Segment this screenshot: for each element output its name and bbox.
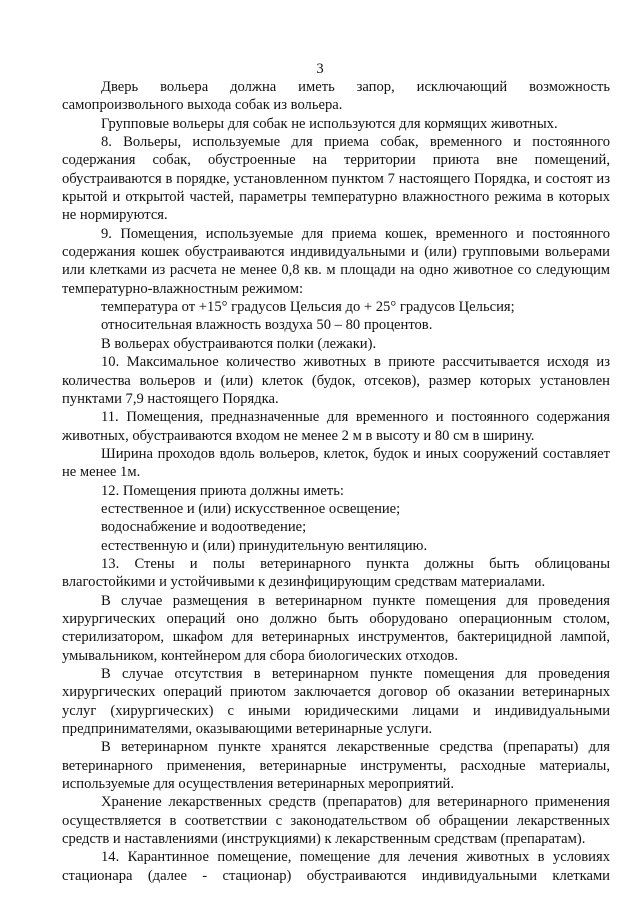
- paragraph: Групповые вольеры для собак не используются для кормящих животных.: [101, 115, 558, 132]
- paragraph: В случае размещения в ветеринарном пункте помещения для проведения хирургических операций оно должно быть оборудовано операционным столом, стерилизатором, шкафом для ветеринарных инструментов, бактерицидной лампой, умывальником, контейнером для сбора биологических отходов.: [62, 592, 610, 664]
- paragraph: 13. Стены и полы ветеринарного пункта должны быть облицованы влагостойкими и устойчивыми к дезинфицирующим средствам материалами.: [62, 555, 610, 591]
- paragraph: 14. Карантинное помещение, помещение для лечения животных в условиях стационара (далее - стационар) обустраиваются индивидуальными клетками: [62, 849, 610, 884]
- page-number: 3: [316, 61, 324, 77]
- paragraph: температура от +15° градусов Цельсия до + 25° градусов Цельсия;: [101, 299, 515, 316]
- paragraph: Хранение лекарственных средств (препаратов) для ветеринарного применения осуществляется в соответствии с законодательством об обращении лекарственных средств и наставлениями (инструкциями) к лекарственным средствам (препаратам).: [62, 794, 610, 848]
- paragraph: Дверь вольера должна иметь запор, исключающий возможность самопроизвольного выхода собак из вольера.: [62, 79, 610, 114]
- paragraph: 10. Максимальное количество животных в приюте рассчитывается исходя из количества вольеров и (или) клеток (будок, отсеков), размер которых установлен пунктами 7,9 настоящего Порядка.: [62, 354, 610, 407]
- paragraph: относительная влажность воздуха 50 – 80 процентов.: [101, 317, 433, 334]
- paragraph: 11. Помещения, предназначенные для временного и постоянного содержания животных, обустраиваются входом не менее 2 м в высоту и 80 см в ширину.: [62, 409, 610, 444]
- paragraph: 12. Помещения приюта должны иметь:: [101, 482, 344, 499]
- paragraph: естественную и (или) принудительную вентиляцию.: [101, 537, 428, 554]
- paragraph: 8. Вольеры, используемые для приема собак, временного и постоянного содержания собак, обустроенные на территории приюта вне помещений, обустраиваются в порядке, установленном пунктом 7 настоящего Порядка, и состоят из крытой и открытой частей, параметры температурно влажностного режима в которых не нормируются.: [62, 134, 610, 224]
- paragraph: В вольерах обустраиваются полки (лежаки).: [101, 335, 377, 352]
- paragraph: 9. Помещения, используемые для приема кошек, временного и постоянного содержания кошек обустраиваются индивидуальными и (или) групповыми вольерами или клетками из расчета не менее 0,8 кв. м площади на одно животное со следующим температурно-влажностным режимом:: [62, 225, 610, 297]
- paragraph: водоснабжение и водоотведение;: [101, 519, 307, 536]
- paragraph: естественное и (или) искусственное освещение;: [101, 500, 401, 517]
- paragraph: Ширина проходов вдоль вольеров, клеток, будок и иных сооружений составляет не менее 1м.: [62, 445, 610, 481]
- paragraph: В ветеринарном пункте хранятся лекарственные средства (препараты) для ветеринарного применения, ветеринарные инструменты, расходные материалы, используемые для осуществления ветеринарных мероприятий.: [62, 739, 610, 793]
- document-body: [62, 78, 610, 885]
- paragraph: В случае отсутствия в ветеринарном пункте помещения для проведения хирургических операций приютом заключается договор об оказании ветеринарных услуг (хирургических) с иными юридическими лицами и индивидуальными предпринимателями, оказывающими ветеринарные услуги.: [62, 666, 610, 738]
